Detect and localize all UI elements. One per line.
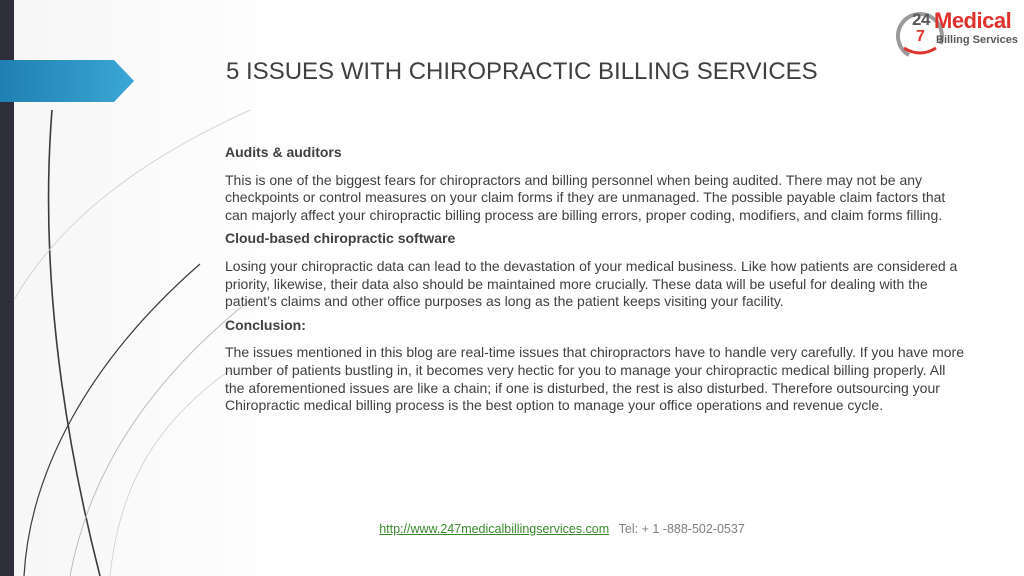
footer	[0, 522, 1024, 536]
phone-number: Tel: + 1 -888-502-0537	[618, 522, 745, 536]
section-text: This is one of the biggest fears for chiropractors and billing personnel when being audited. There may not be any checkpoints or control measures on your claim forms if they are unmanaged. The possible payable claim factors that can majorly affect your chiropractic billing process are billing errors, proper coding, modifiers, and claim forms filling.	[225, 171, 946, 223]
section-heading: Cloud-based chiropractic software	[225, 230, 456, 247]
section-heading: Audits & auditors	[225, 144, 342, 160]
page-title: 5 ISSUES WITH CHIROPRACTIC BILLING SERVICES	[226, 58, 818, 85]
section-text: The issues mentioned in this blog are real-time issues that chiropractors have to handle very carefully. If you have more number of patients bustling in, it becomes very hectic for you to manage your chiropractic medical billing properly. All the aforementioned issues are like a chain; if one is disturbed, the rest is also disturbed. Therefore outsourcing your Chiropractic medical billing process is the best option to manage your office operations and revenue cycle.	[225, 344, 964, 414]
section-text: Losing your chiropractic data can lead to the devastation of your medical business. Like how patients are considered a priority, likewise, their data also should be maintained more crucially. These data will be useful for dealing with the patient’s claims and other office purposes as long as the patient keeps visiting your facility.	[225, 257, 958, 310]
logo-digit: 7	[916, 28, 925, 45]
section-heading: Conclusion:	[225, 316, 306, 333]
logo-brand: Medical	[934, 8, 1012, 33]
section-cloud	[225, 230, 965, 310]
logo-subtitle: Billing Services	[936, 34, 1018, 46]
title-accent-arrow	[0, 60, 134, 102]
section-audits	[225, 144, 965, 224]
content-body	[225, 144, 965, 421]
website-link[interactable]: http://www.247medicalbillingservices.com	[379, 522, 610, 536]
logo-number: 24	[912, 10, 930, 29]
section-conclusion	[225, 317, 965, 415]
